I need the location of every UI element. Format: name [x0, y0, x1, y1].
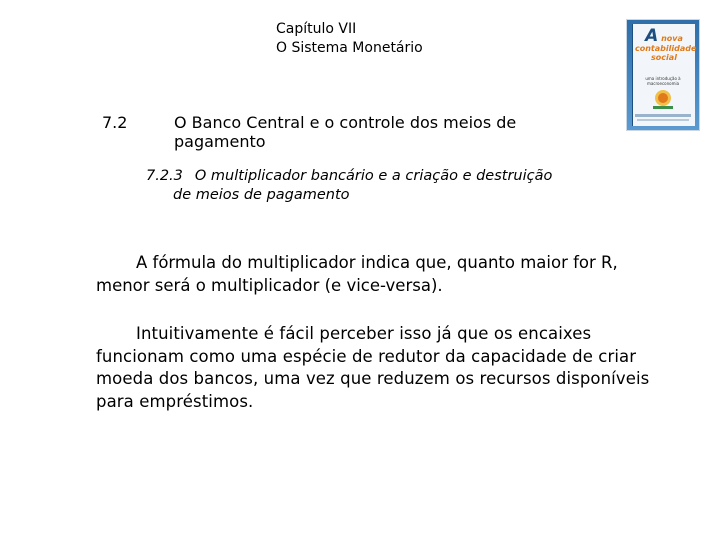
coin-inner-shape	[658, 93, 668, 103]
paragraph-text: A fórmula do multiplicador indica que, quanto maior for R, menor será o multiplicador (e vice-versa).	[96, 253, 618, 295]
paragraph	[96, 252, 656, 297]
book-publisher-line	[637, 119, 689, 121]
subsection-title-line1: O multiplicador bancário e a criação e destruição	[194, 168, 553, 184]
section-title: O Banco Central e o controle dos meios de pagamento	[174, 113, 517, 151]
paragraph	[96, 323, 656, 413]
book-title-word: social	[651, 53, 677, 62]
subsection-heading	[146, 167, 616, 205]
chapter-label: Capítulo VII	[276, 21, 357, 37]
book-author-line	[635, 114, 691, 117]
book-illustration-icon	[649, 88, 677, 110]
paragraph-text: Intuitivamente é fácil perceber isso já que os encaixes funcionam como uma espécie de redutor da capacidade de criar moeda dos bancos, uma vez que reduzem os recursos disponíveis para empréstimos.	[96, 324, 650, 411]
base-shape	[653, 106, 673, 109]
book-title-word: nova	[661, 34, 683, 43]
chapter-header	[276, 20, 423, 58]
subsection-title-line2: de meios de pagamento	[173, 187, 350, 203]
chapter-title: O Sistema Monetário	[276, 40, 423, 56]
book-subtitle: uma introdução à macroeconomia	[645, 76, 681, 86]
book-title	[635, 26, 697, 62]
section-number: 7.2	[102, 113, 128, 132]
book-title-letter: A	[645, 26, 659, 46]
subsection-number: 7.2.3	[146, 168, 183, 184]
book-cover-image	[627, 20, 699, 130]
book-title-word: contabilidade	[635, 44, 697, 53]
